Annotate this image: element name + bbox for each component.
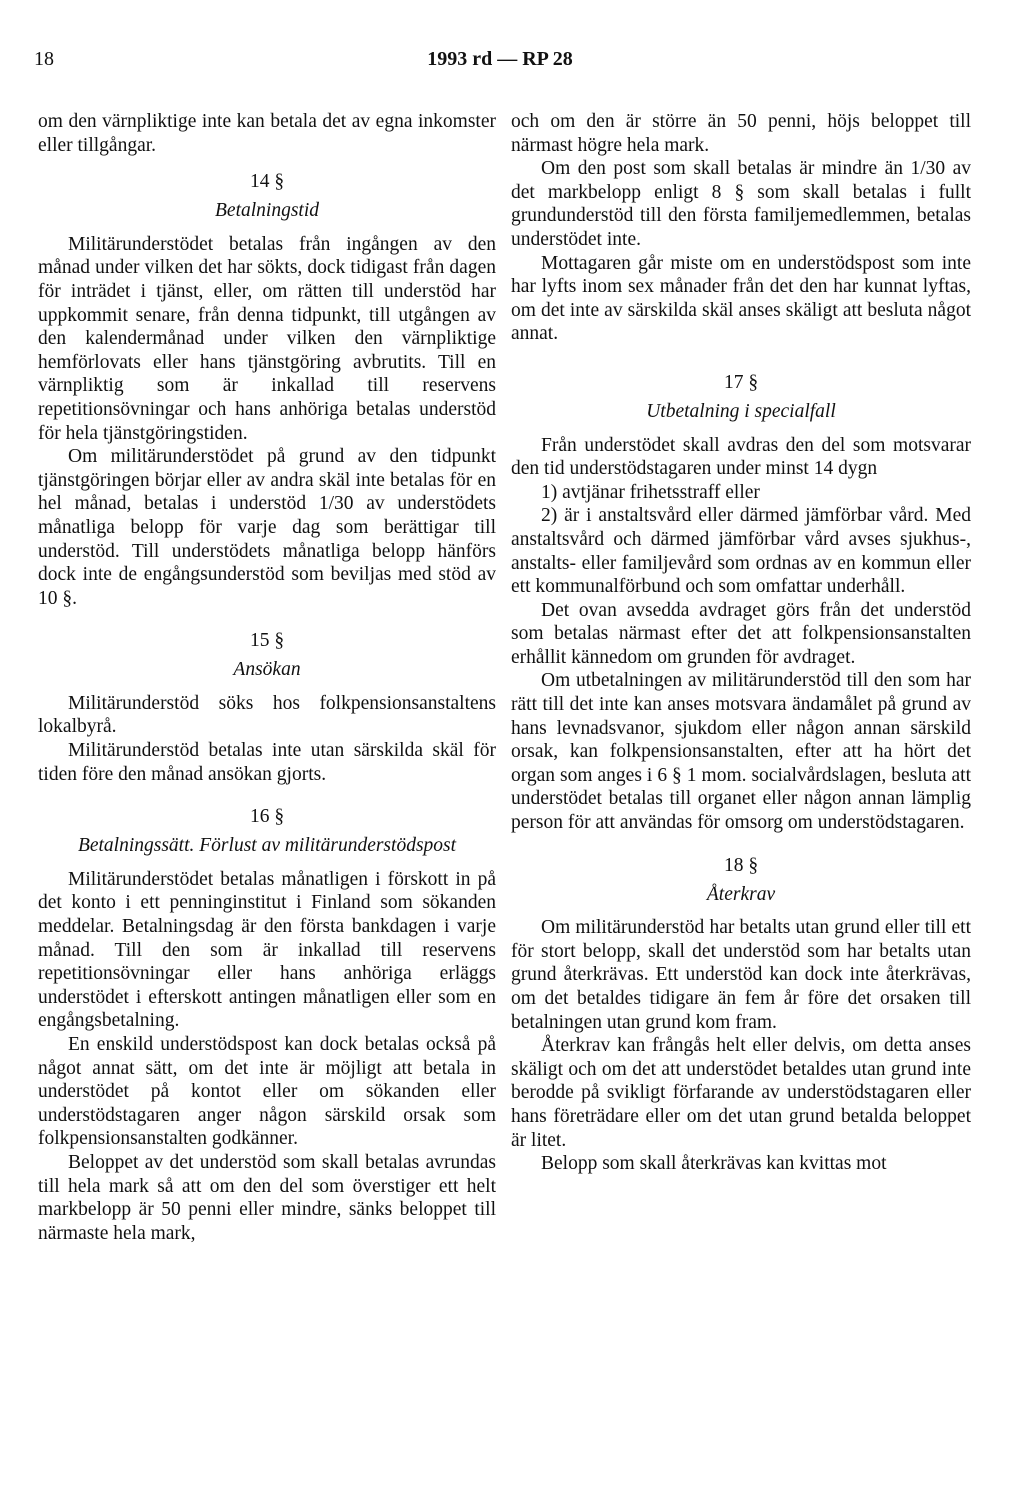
- running-title: 1993 rd — RP 28: [427, 48, 573, 70]
- continued-paragraph: och om den är större än 50 penni, höjs beloppet till närmast högre hela mark.: [511, 111, 971, 156]
- section-15-title: Ansökan: [233, 659, 301, 681]
- section-18-paragraph-1: Om militärunderstöd har betalts utan grund eller till ett för stort belopp, skall det understöd som har betalts utan grund återkrävas. Ett understöd kan dock inte återkrävas, om det betaldes tidigare än fem år före det orsaken till betalningen utan grund kom fram.: [511, 917, 971, 1033]
- section-17-number: 17 §: [723, 371, 759, 393]
- section-16-title: Betalningssätt. Förlust av militärunderstödspost: [77, 835, 457, 857]
- section-14-paragraph-2: Om militärunderstödet på grund av den tidpunkt tjänstgöringen börjar eller av andra skäl inte betalas för en hel månad, betalas i understöd 1/30 av understödets månatliga belopp för varje dag som berättigar till understöd. Till understödets månatliga belopp hänförs dock inte de engångsunderstöd som beviljas med stöd av 10 §.: [38, 446, 496, 609]
- section-17-list-item-1: 1) avtjänar frihetsstraff eller: [541, 481, 760, 503]
- section-14-title: Betalningstid: [215, 200, 319, 222]
- section-18-number: 18 §: [723, 854, 759, 876]
- section-16-paragraph-2: En enskild understödspost kan dock betalas också på något annat sätt, om det inte är möjligt att betala in understödet på kontot eller om sökanden eller understödstagaren anger någon särskild orsak som folkpensionsanstalten godkänner.: [38, 1034, 496, 1150]
- page-header: [34, 48, 966, 78]
- continued-paragraph: om den värnpliktige inte kan betala det av egna inkomster eller tillgångar.: [38, 111, 496, 156]
- section-17-paragraph-3: Om utbetalningen av militärunderstöd till den som har rätt till det inte kan anses motsvara ändamålet på grund av hans levnadsvanor, sjukdom eller någon annan särskild orsak, kan folkpensionsanstalten, efter att ha hört det organ som anges i 6 § 1 mom. socialvårdslagen, besluta att understödet betalas till organet eller någon annan lämplig person för att användas för omsorg om understödstagaren.: [511, 670, 971, 834]
- section-18-title: Återkrav: [706, 883, 776, 905]
- page-number: 18: [34, 48, 54, 70]
- section-15-paragraph-1: Militärunderstöd söks hos folkpensionsanstaltens lokalbyrå.: [38, 692, 496, 738]
- section-17-list-item-2: 2) är i anstaltsvård eller därmed jämförbar vård. Med anstaltsvård och därmed jämförbar vård avses sjukhus-, anstalts- eller familjevård som ordnas av en kommun eller ett kommunalförbund och som omfattar underhåll.: [511, 505, 971, 598]
- section-17-paragraph-2: Det ovan avsedda avdraget görs från det understöd som betalas närmast efter det att folkpensionsanstalten erhållit kännedom om grunden för avdraget.: [511, 599, 971, 668]
- paragraph: Mottagaren går miste om en understödspost som inte har lyfts inom sex månader från det den har kunnat lyftas, om det inte av särskilda skäl anses skäligt att besluta något annat.: [511, 252, 971, 345]
- section-17-title: Utbetalning i specialfall: [646, 400, 836, 422]
- right-column: [511, 110, 971, 1176]
- section-18-paragraph-2: Återkrav kan frångås helt eller delvis, om detta anses skäligt och om det att understödet betaldes utan grund inte berodde på svikligt förfarande av understödstagaren eller hans företrädare eller om det utan grund betalda beloppet är litet.: [511, 1035, 971, 1151]
- paragraph: Om den post som skall betalas är mindre än 1/30 av det markbelopp enligt 8 § som skall betalas i fullt grundunderstöd till den första familjemedlemmen, betalas understödet inte.: [511, 158, 971, 250]
- section-16-number: 16 §: [249, 806, 285, 828]
- section-15-paragraph-2: Militärunderstöd betalas inte utan särskilda skäl för tiden före den månad ansökan gjorts.: [38, 740, 496, 785]
- section-18-paragraph-3: Belopp som skall återkrävas kan kvittas mot: [541, 1153, 887, 1175]
- left-column: [38, 110, 496, 1245]
- section-14-paragraph-1: Militärunderstödet betalas från ingången av den månad under vilken det har sökts, dock tidigast från dagen för inträdet i tjänst, eller, om rätten till understöd har uppkommit senare, från denna tidpunkt, till utgången av den kalendermånad under vilken den värnpliktige hemförlovats eller hans tjänstgöring avbrutits. Till en värnpliktig som är inkallad till reservens repetitionsövningar och hans anhöriga betalas understöd för hela tjänstgöringstiden.: [38, 233, 496, 444]
- section-14-number: 14 §: [249, 171, 285, 193]
- section-17-paragraph-1: Från understödet skall avdras den del som motsvarar den tid understödstagaren under minst 14 dygn: [511, 434, 971, 480]
- section-16-paragraph-1: Militärunderstödet betalas månatligen i förskott in på det konto i ett penninginstitut i Finland som sökanden meddelar. Betalningsdag är den första bankdagen i varje månad. Till den som är inkallad till reservens repetitionsövningar eller hans anhöriga erläggs understödet i efterskott antingen månatligen eller som en engångsbetalning.: [38, 868, 496, 1032]
- section-16-paragraph-3: Beloppet av det understöd som skall betalas avrundas till hela mark så att om den del som överstiger ett helt markbelopp är 50 penni eller mindre, sänks beloppet till närmaste hela mark,: [38, 1151, 496, 1244]
- section-15-number: 15 §: [249, 630, 285, 652]
